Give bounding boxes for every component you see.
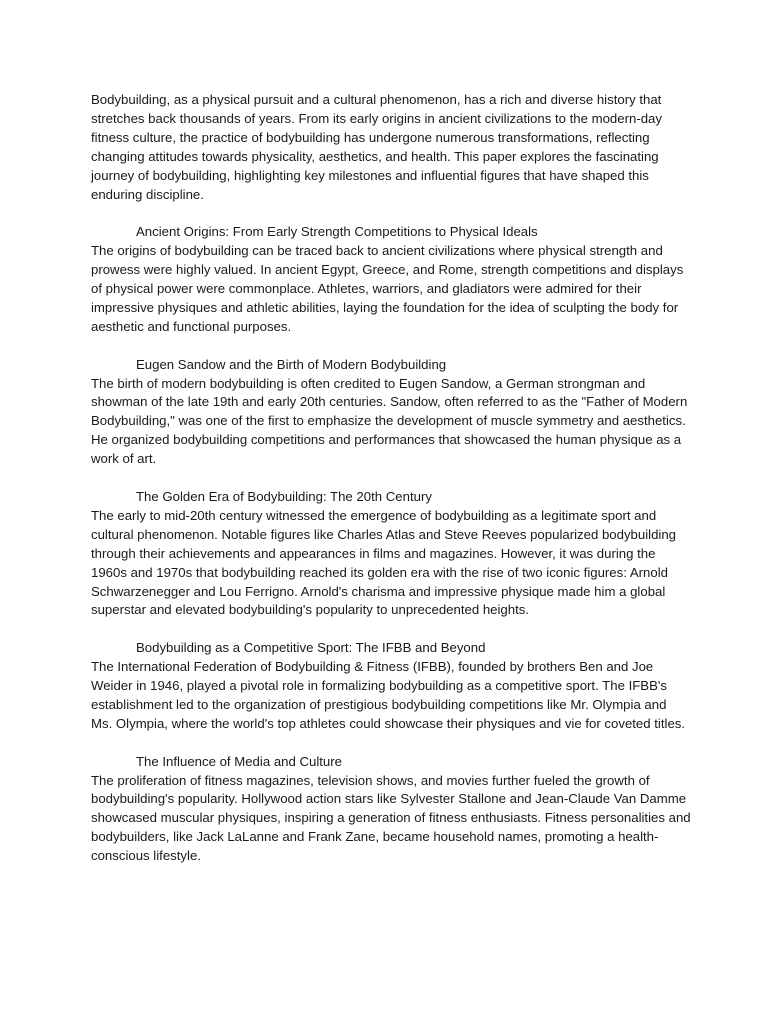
section-body: The origins of bodybuilding can be traced back to ancient civilizations where physical strength and prowess were highly valued. In ancient Egypt, Greece, and Rome, strength competitions and displays of physical power were commonplace. Athletes, warriors, and gladiators were admired for their impressive physiques and athletic abilities, laying the foundation for the idea of sculpting the body for aesthetic and functional purposes. [91,243,684,334]
section-body: The birth of modern bodybuilding is often credited to Eugen Sandow, a German strongman and showman of the late 19th and early 20th centuries. Sandow, often referred to as the "Father of Modern Bodybuilding," was one of the first to emphasize the development of muscle symmetry and aesthetics. He organized bodybuilding competitions and performances that showcased the human physique as a work of art. [91,375,688,467]
section-media-culture [91,753,691,866]
section-competitive-sport [91,639,691,734]
section-heading: Bodybuilding as a Competitive Sport: The IFBB and Beyond [136,640,486,656]
section-golden-era [91,488,691,620]
section-heading: The Golden Era of Bodybuilding: The 20th Century [136,488,432,504]
section-heading: The Influence of Media and Culture [136,753,342,769]
section-body: The proliferation of fitness magazines, television shows, and movies further fueled the growth of bodybuilding's popularity. Hollywood action stars like Sylvester Stallone and Jean-Claude Van Damme showcased muscular physiques, inspiring a generation of fitness enthusiasts. Fitness personalities and bodybuilders, like Jack LaLanne and Frank Zane, became household names, promoting a health-conscious lifestyle. [91,772,691,864]
intro-paragraph: Bodybuilding, as a physical pursuit and a cultural phenomenon, has a rich and diverse history that stretches back thousands of years. From its early origins in ancient civilizations to the modern-day fitness culture, the practice of bodybuilding has undergone numerous transformations, reflecting changing attitudes towards physicality, aesthetics, and health. This paper explores the fascinating journey of bodybuilding, highlighting key milestones and influential figures that have shaped this enduring discipline. [91,92,662,202]
section-body: The International Federation of Bodybuilding & Fitness (IFBB), founded by brothers Ben and Joe Weider in 1946, played a pivotal role in formalizing bodybuilding as a competitive sport. The IFBB's establishment led to the organization of prestigious bodybuilding competitions like Mr. Olympia and Ms. Olympia, where the world's top athletes could showcase their physiques and vie for coveted titles. [91,659,686,731]
section-ancient-origins [91,223,691,336]
document-page [91,91,691,866]
section-heading: Ancient Origins: From Early Strength Competitions to Physical Ideals [136,224,538,240]
section-body: The early to mid-20th century witnessed the emergence of bodybuilding as a legitimate sport and cultural phenomenon. Notable figures like Charles Atlas and Steve Reeves popularized bodybuilding through their achievements and appearances in films and magazines. However, it was during the 1960s and 1970s that bodybuilding reached its golden era with the rise of two iconic figures: Arnold Schwarzenegger and Lou Ferrigno. Arnold's charisma and impressive physique made him a global superstar and elevated bodybuilding's popularity to unprecedented heights. [91,507,677,618]
section-eugen-sandow [91,356,691,469]
section-heading: Eugen Sandow and the Birth of Modern Bodybuilding [136,356,447,372]
